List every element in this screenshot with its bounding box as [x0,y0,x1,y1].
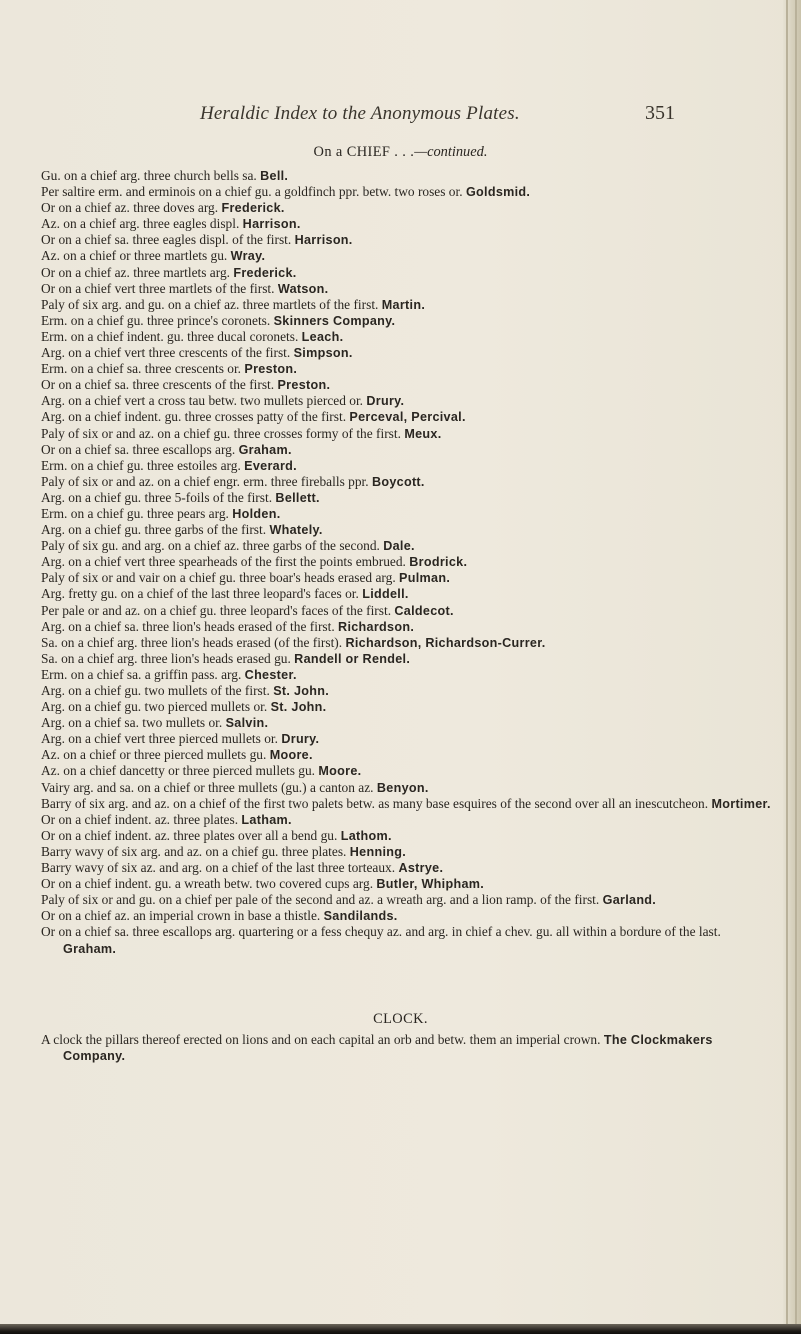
entry-name: Simpson. [293,346,353,361]
entry-name: Harrison. [242,217,301,232]
entry-name: St. John. [273,684,330,698]
entry-description: Arg. on a chief vert three spearheads of the first the points embrued. [41,554,406,570]
entry [41,780,771,796]
entry-description: Erm. on a chief gu. three estoiles arg. [41,457,241,473]
entry-description: Paly of six or and az. on a chief gu. three crosses formy of the first. [41,425,401,441]
clock-entry-block [41,1032,771,1064]
entry-description: Paly of six or and vair on a chief gu. three boar's heads erased arg. [41,570,396,586]
entry-name: Leach. [301,329,344,344]
entry-description: Or on a chief vert three martlets of the first. [41,280,275,296]
entry-description: Arg. on a chief gu. two pierced mullets or. [41,699,268,715]
entry-name: Meux. [404,426,442,441]
entry [41,731,771,747]
clock-entry-name: The Clockmakers Company. [63,1033,713,1064]
entry-description: Paly of six or and az. on a chief engr. erm. three fireballs ppr. [41,473,369,489]
entry-description: Or on a chief sa. three eagles displ. of the first. [41,232,292,248]
entry [41,667,771,683]
entry-description: Or on a chief indent. gu. a wreath betw. two covered cups arg. [41,876,374,892]
entry-description: Arg. on a chief gu. three 5-foils of the first. [41,489,273,505]
entry [41,892,771,908]
entry-name: Sandilands. [323,909,398,924]
entry-description: Barry of six arg. and az. on a chief of the first two palets betw. as many base esquires of the second over all an inescutcheon. [41,795,709,811]
page-bottom-shadow [0,1324,801,1334]
page-edge-line [795,0,797,1334]
clock-heading-label: CLOCK. [373,1011,428,1027]
entry [41,232,771,248]
entry-name: Bellett. [275,490,320,505]
entry-description: Vairy arg. and sa. on a chief or three mullets (gu.) a canton az. [41,779,374,795]
entry-name: Butler, Whipham. [376,877,485,892]
entry [41,908,771,924]
entry-name: Liddell. [362,587,409,602]
entry-description: Or on a chief az. three martlets arg. [41,264,230,280]
entry-description: Az. on a chief or three pierced mullets gu. [41,747,267,763]
section-heading-label: On a CHIEF . . . [313,144,415,160]
entry-name: Moore. [269,748,313,763]
entry-description: Gu. on a chief arg. three church bells sa. [41,168,257,183]
entry-name: Martin. [381,297,426,312]
entry [41,200,771,216]
entry [41,490,771,506]
entry [41,426,771,442]
entry [41,844,771,860]
entry-description: Barry wavy of six arg. and az. on a chief gu. three plates. [41,843,347,859]
entry-description: Arg. on a chief vert a cross tau betw. two mullets pierced or. [41,393,364,409]
entry-list [41,168,771,957]
entry-description: Or on a chief indent. az. three plates over all a bend gu. [41,827,338,843]
entry-description: Erm. on a chief sa. a griffin pass. arg. [41,666,242,682]
entry [41,651,771,667]
entry [41,619,771,635]
entry [41,860,771,876]
entry-name: Skinners Company. [273,313,396,328]
entry-description: Paly of six gu. and arg. on a chief az. three garbs of the second. [41,538,380,554]
entry-description: Barry wavy of six az. and arg. on a chief of the last three torteaux. [41,860,396,876]
entry-description: Erm. on a chief gu. three prince's coronets. [41,312,271,328]
clock-entry [41,1032,771,1064]
entry-description: Sa. on a chief arg. three lion's heads erased (of the first). [41,634,343,650]
entry [41,506,771,522]
entry [41,361,771,377]
running-title: Heraldic Index to the Anonymous Plates. [200,103,520,124]
entry [41,248,771,264]
entry [41,297,771,313]
entry [41,796,771,812]
section-continued-label: —continued. [414,144,488,160]
entry-description: Arg. on a chief indent. gu. three crosses patty of the first. [41,409,347,425]
entry [41,924,771,956]
entry-name: Pulman. [399,571,451,586]
entry [41,522,771,538]
entry-name: Latham. [241,812,292,827]
entry-name: Whately. [269,523,323,538]
page-edge-line [786,0,788,1334]
entry-description: Az. on a chief dancetty or three pierced mullets gu. [41,763,316,779]
entry-name: Caldecot. [394,603,454,618]
entry-name: Graham. [238,442,292,457]
entry-name: Richardson, Richardson-Currer. [345,635,546,650]
entry-description: Arg. on a chief vert three crescents of the first. [41,345,291,361]
entry-name: Astrye. [398,861,444,876]
entry [41,554,771,570]
entry [41,377,771,393]
entry [41,876,771,892]
entry-description: Arg. on a chief vert three pierced mullets or. [41,731,278,747]
entry-name: Drury. [281,732,320,747]
entry-name: Watson. [277,281,329,296]
entry-description: Erm. on a chief indent. gu. three ducal coronets. [41,328,299,344]
entry-description: Per saltire erm. and erminois on a chief gu. a goldfinch ppr. betw. two roses or. [41,184,463,200]
entry-name: Lathom. [340,828,392,843]
entry [41,409,771,425]
entry-name: Preston. [244,362,298,377]
entry [41,216,771,232]
entry [41,458,771,474]
entry-description: Or on a chief az. three doves arg. [41,200,219,216]
entry-name: Henning. [349,844,407,859]
entry-description: Or on a chief sa. three crescents of the first. [41,377,275,393]
entry [41,474,771,490]
entry-name: Mortimer. [711,796,771,811]
entry-description: Erm. on a chief sa. three crescents or. [41,361,242,377]
entry-name: Graham. [63,941,117,956]
entry-name: Everard. [244,458,297,473]
entry [41,828,771,844]
entry [41,168,771,184]
entry-name: Garland. [602,893,657,908]
entry-description: Arg. on a chief gu. three garbs of the first. [41,522,267,538]
entry [41,329,771,345]
entry-name: Boycott. [371,474,425,489]
entry [41,715,771,731]
page-number: 351 [645,102,675,124]
entry [41,683,771,699]
entry-name: Chester. [244,667,297,682]
entry [41,313,771,329]
entry-name: Dale. [383,539,415,554]
entry-name: Brodrick. [409,555,468,570]
entry-description: Arg. on a chief gu. two mullets of the first. [41,683,270,698]
entry-description: Or on a chief sa. three escallops arg. [41,441,236,457]
entry [41,812,771,828]
entry [41,184,771,200]
entry [41,603,771,619]
page-header [0,103,801,129]
entry-description: Az. on a chief arg. three eagles displ. [41,216,240,232]
entry-description: Or on a chief az. an imperial crown in base a thistle. [41,908,321,924]
entry-description: Arg. fretty gu. on a chief of the last three leopard's faces or. [41,586,359,602]
entry [41,699,771,715]
clock-heading [0,1011,801,1028]
entry [41,345,771,361]
entry-name: Goldsmid. [465,185,531,200]
clock-entry-desc: A clock the pillars thereof erected on lions and on each capital an orb and betw. them an imperial crown. [41,1032,601,1047]
entry [41,635,771,651]
entry-name: Preston. [277,378,331,393]
entry-description: Arg. on a chief sa. three lion's heads erased of the first. [41,618,335,634]
entry [41,442,771,458]
entry [41,265,771,281]
entry [41,586,771,602]
entry-description: Az. on a chief or three martlets gu. [41,248,228,264]
entry-description: Erm. on a chief gu. three pears arg. [41,505,229,521]
entry-description: Per pale or and az. on a chief gu. three leopard's faces of the first. [41,602,392,618]
entry-name: Harrison. [294,233,353,248]
entry-description: Paly of six or and gu. on a chief per pale of the second and az. a wreath arg. and a lion ramp. of the first. [41,892,600,908]
entry-name: Benyon. [376,780,429,795]
entry [41,763,771,779]
entry [41,570,771,586]
entry-name: Randell or Rendel. [294,651,411,666]
entry [41,747,771,763]
entry-description: Or on a chief indent. az. three plates. [41,811,239,827]
entry-name: Richardson. [338,619,415,634]
entry [41,393,771,409]
entry-description: Or on a chief sa. three escallops arg. quartering or a fess chequy az. and arg. in chief a chev. gu. all within a bordure of the last. [41,924,721,940]
entry-description: Sa. on a chief arg. three lion's heads erased gu. [41,650,291,666]
entry [41,281,771,297]
entry-name: Bell. [260,169,289,183]
entry-name: Drury. [366,394,405,409]
entry-name: Wray. [230,249,266,264]
entry-name: Perceval, Percival. [349,410,466,425]
entry-name: Moore. [318,764,362,779]
entry-name: Salvin. [225,716,269,731]
entry-name: Frederick. [221,201,285,216]
entry-name: Frederick. [233,265,297,280]
entry-description: Paly of six arg. and gu. on a chief az. three martlets of the first. [41,296,379,312]
entry-name: Holden. [232,506,281,521]
entry [41,538,771,554]
entry-description: Arg. on a chief sa. two mullets or. [41,715,223,731]
entry-name: St. John. [270,700,327,715]
section-heading [0,144,801,161]
